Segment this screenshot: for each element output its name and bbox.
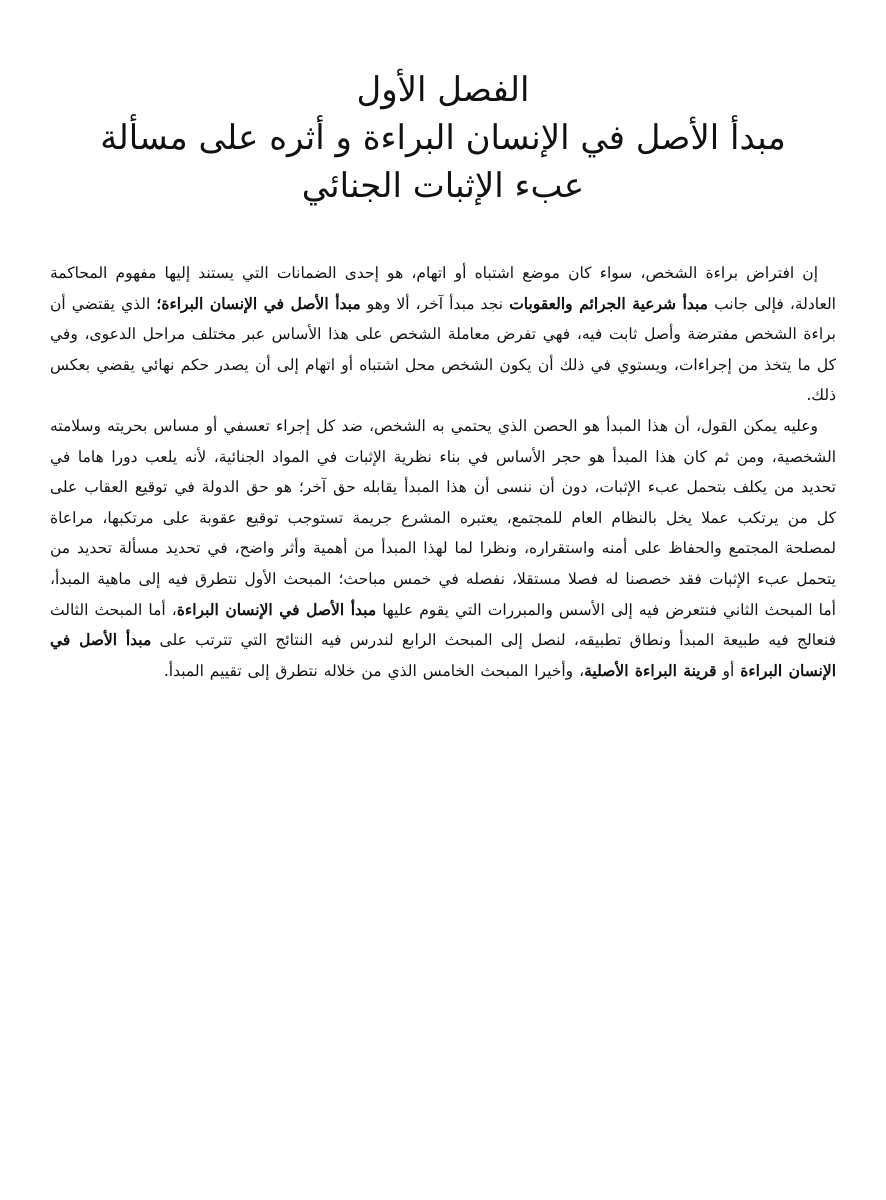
chapter-label: الفصل الأول [356,70,530,110]
text-segment: نجد مبدأ آخر، ألا وهو [360,294,510,313]
bold-term: مبدأ الأصل في الإنسان البراءة [176,599,377,619]
chapter-heading [40,66,846,210]
bold-term: مبدأ الأصل في الإنسان البراءة [50,630,836,680]
bold-term: مبدأ الأصل في الإنسان البراءة؛ [156,293,361,313]
chapter-title-line-2: عبء الإثبات الجنائي [301,166,585,206]
text-segment: إن افتراض براءة الشخص، سواء كان موضع اشتباه أو اتهام، هو إحدى الضمانات التي يستند إليها مفهوم المحاكمة العادلة، فإلى جانب [50,264,836,313]
bold-term: مبدأ شرعية الجرائم والعقوبات [509,293,708,313]
text-segment: ، أما المبحث الثالث فنعالج فيه طبيعة المبدأ ونطاق تطبيقه، لنصل إلى المبحث الرابع لندرس فيه النتائج التي تترتب على [50,600,836,650]
paragraph-2 [50,411,836,686]
text-segment: وعليه يمكن القول، أن هذا المبدأ هو الحصن الذي يحتمي به الشخص، ضد كل إجراء تعسفي أو مساس بحريته وسلامته الشخصية، ومن ثم كان هذا المبدأ هو حجر الأساس في بناء نظرية الإثبات في المواد الجنائية، لأنه يلعب دورا هاما في تحديد من يكلف بتحمل عبء الإثبات، دون أن ننسى أن هذا المبدأ يقابله حق آخر؛ هو حق الدولة في توقيع العقاب على كل من يرتكب عملا يخل بالنظام العام للمجتمع، يعتبره المشرع جريمة تستوجب توقيع عقوبة على مرتكبها، مراعاة لمصلحة المجتمع والحفاظ على أمنه واستقراره، ونظرا لما لهذا المبدأ من أهمية وأثر واضح، في تحديد مسألة تحديد من يتحمل عبء الإثبات فقد خصصنا له فصلا مستقلا، نفصله في خمس مباحث؛ المبحث الأول نتطرق فيه إلى ماهية المبدأ، أما المبحث الثاني فنتعرض فيه إلى الأسس والمبررات التي يقوم عليها [50,416,836,619]
chapter-title-line-1: مبدأ الأصل في الإنسان البراءة و أثره على مسألة [100,118,786,158]
body-text [50,258,836,686]
paragraph-1 [50,258,836,411]
bold-term: قرينة البراءة الأصلية [584,660,717,680]
text-segment: الذي يقتضي أن براءة الشخص مفترضة وأصل ثابت فيه، فهي تفرض معاملة الشخص على هذا الأساس عبر مختلف مراحل الدعوى، وفي كل ما يتخذ من إجراءات، ويستوي في ذلك أن يكون الشخص محل اشتباه أو اتهام إلى أن يصدر حكم نهائي يقضي بعكس ذلك. [50,294,836,405]
text-segment: أو [716,661,741,680]
text-segment: ، وأخيرا المبحث الخامس الذي من خلاله نتطرق إلى تقييم المبدأ. [163,661,585,680]
